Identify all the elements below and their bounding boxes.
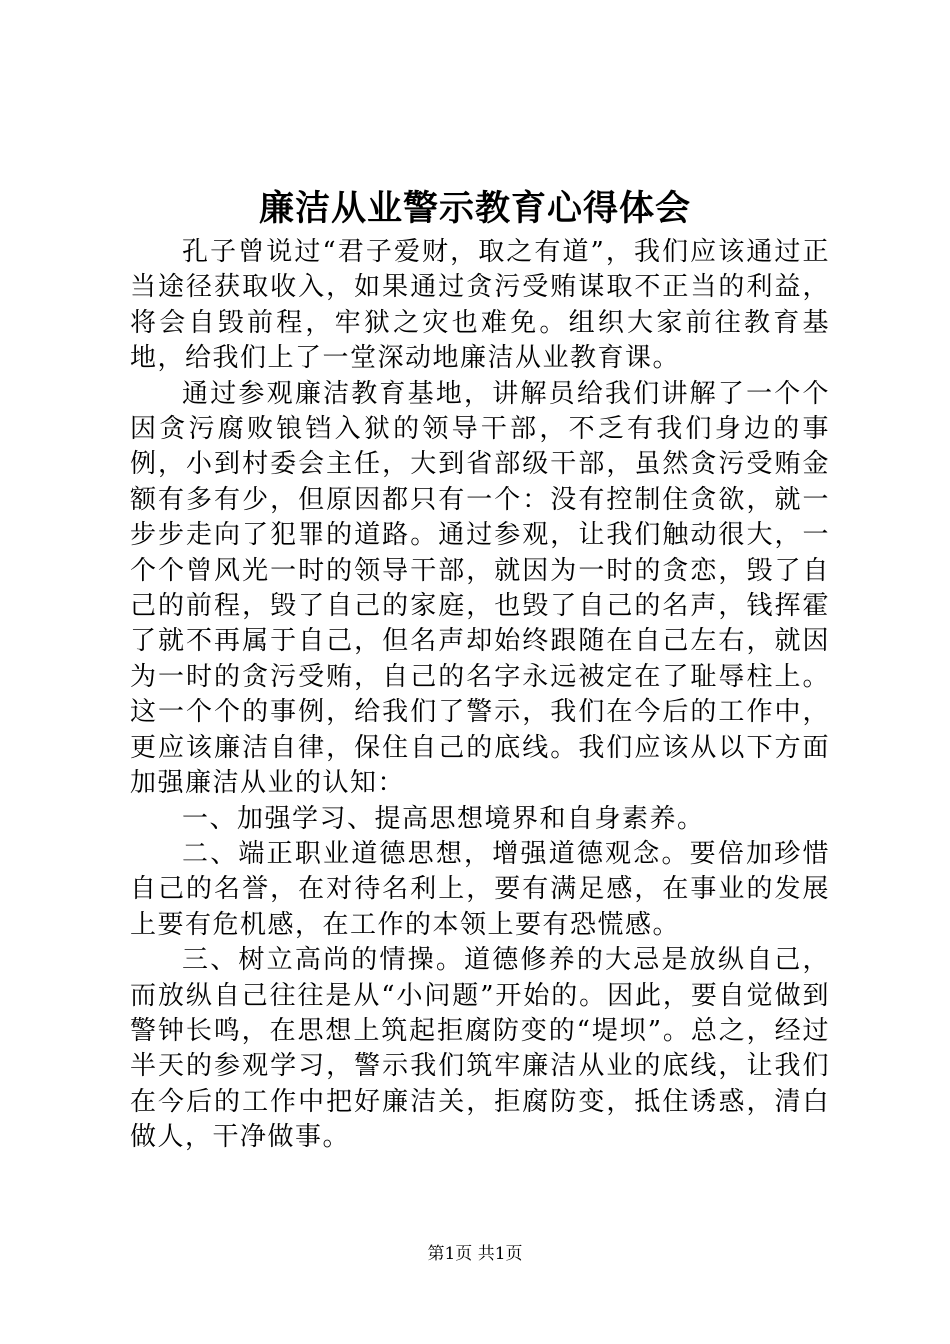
paragraph: 孔子曾说过“君子爱财，取之有道”，我们应该通过正当途径获取收入，如果通过贪污受贿谋取不正当的利益，将会自毁前程，牢狱之灾也难免。组织大家前往教育基地，给我们上了一堂深动地廉洁从业教育课。 xyxy=(130,237,830,374)
paragraph: 通过参观廉洁教育基地，讲解员给我们讲解了一个个因贪污腐败锒铛入狱的领导干部，不乏有我们身边的事例，小到村委会主任，大到省部级干部，虽然贪污受贿金额有多有少，但原因都只有一个：没有控制住贪欲，就一步步走向了犯罪的道路。通过参观，让我们触动很大，一个个曾风光一时的领导干部，就因为一时的贪恋，毁了自己的前程，毁了自己的家庭，也毁了自己的名声，钱挥霍了就不再属于自己，但名声却始终跟随在自己左右，就因为一时的贪污受贿，自己的名字永远被定在了耻辱柱上。这一个个的事例，给我们了警示，我们在今后的工作中，更应该廉洁自律，保住自己的底线。我们应该从以下方面加强廉洁从业的认知： xyxy=(130,378,830,799)
document-body xyxy=(130,235,830,1156)
paragraph: 三、树立高尚的情操。道德修养的大忌是放纵自己，而放纵自己往往是从“小问题”开始的。因此，要自觉做到警钟长鸣，在思想上筑起拒腐防变的“堤坝”。总之，经过半天的参观学习，警示我们筑牢廉洁从业的底线，让我们在今后的工作中把好廉洁关，拒腐防变，抵住诱惑，清白做人，干净做事。 xyxy=(130,945,830,1153)
page-number-footer: 第1页 共1页 xyxy=(427,1244,523,1264)
document-title: 廉洁从业警示教育心得体会 xyxy=(258,188,691,229)
paragraph: 二、端正职业道德思想，增强道德观念。要倍加珍惜自己的名誉，在对待名利上，要有满足感，在事业的发展上要有危机感，在工作的本领上要有恐慌感。 xyxy=(130,838,830,940)
paragraph: 一、加强学习、提高思想境界和自身素养。 xyxy=(182,803,705,834)
